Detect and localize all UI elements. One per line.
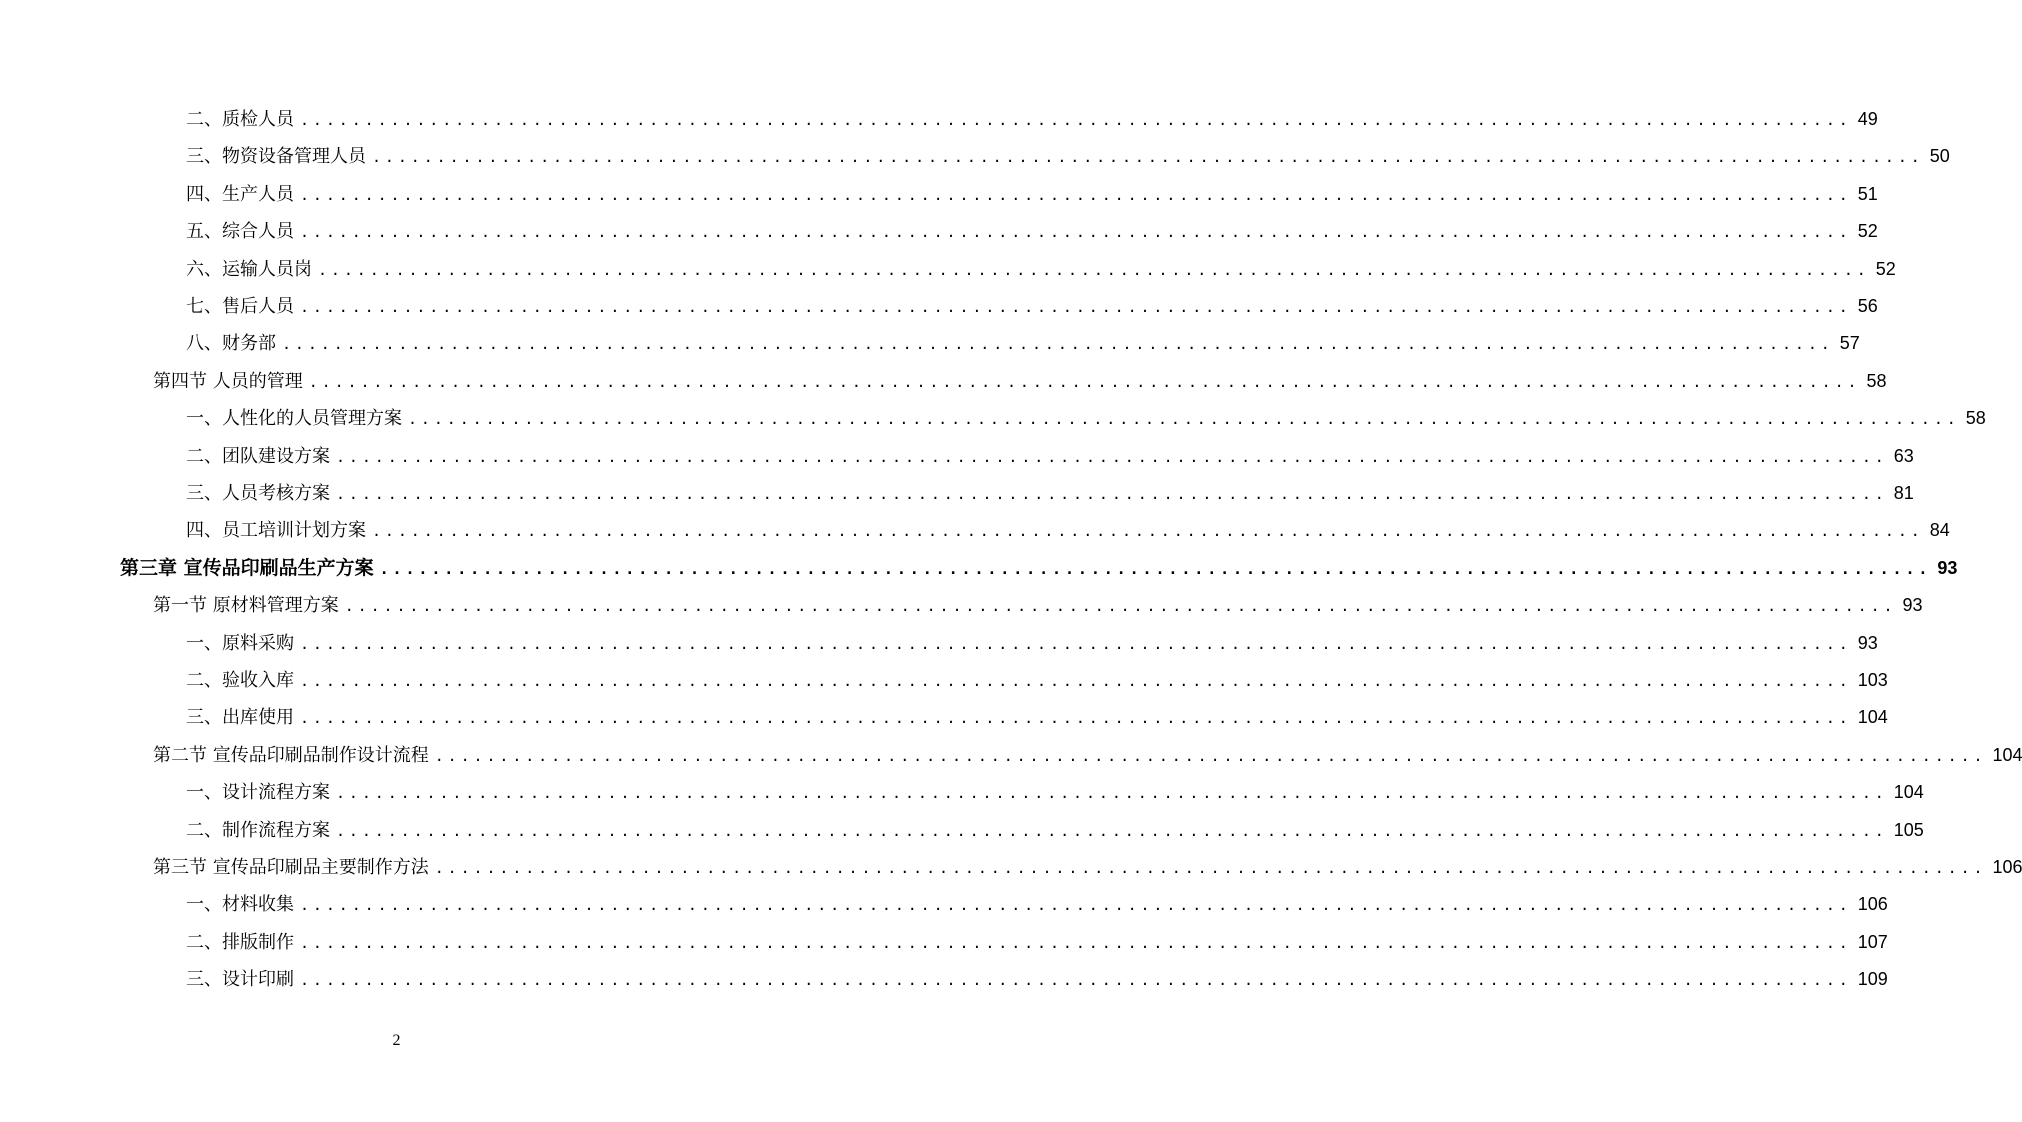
toc-entry-item[interactable]	[186, 961, 1888, 998]
toc-entry-item[interactable]	[186, 138, 1950, 175]
toc-dot-leader: ........................................................................................................................	[282, 335, 1834, 354]
toc-entry-title: 三、物资设备管理人员	[186, 146, 366, 168]
toc-dot-leader: ........................................................................................................................	[300, 672, 1852, 690]
toc-entry-item[interactable]	[186, 699, 1888, 736]
toc-entry-item[interactable]	[186, 812, 1924, 849]
toc-entry-page-number: 58	[1965, 408, 1986, 429]
toc-dot-leader: ........................................................................................................................	[300, 971, 1852, 990]
toc-entry-title: 三、设计印刷	[186, 969, 294, 991]
toc-entry-page-number: 104	[1893, 782, 1924, 803]
toc-entry-page-number: 106	[1992, 857, 2022, 877]
toc-dot-leader: ........................................................................................................................	[318, 260, 1870, 279]
toc-entry-title: 二、验收入库	[186, 670, 294, 691]
toc-entry-page-number: 103	[1857, 670, 1888, 690]
toc-entry-title: 二、排版制作	[186, 931, 294, 953]
toc-entry-item[interactable]	[186, 625, 1878, 662]
toc-entry-page-number: 106	[1857, 894, 1888, 915]
toc-entry-title: 一、原料采购	[186, 632, 294, 654]
toc-entry-page-number: 105	[1893, 819, 1924, 840]
toc-entry-item[interactable]	[186, 251, 1896, 288]
toc-entry-page-number: 84	[1929, 520, 1950, 541]
toc-entry-page-number: 58	[1866, 370, 1887, 391]
toc-entry-page-number: 52	[1857, 221, 1878, 242]
toc-entry-page-number: 81	[1893, 483, 1914, 503]
toc-entry-section[interactable]	[153, 587, 1923, 624]
toc-dot-leader: ........................................................................................................................	[300, 709, 1852, 728]
page-number: 2	[392, 1032, 401, 1049]
toc-entry-item[interactable]	[186, 512, 1950, 549]
toc-dot-leader: ........................................................................................................................	[379, 559, 1932, 578]
toc-entry-page-number: 56	[1857, 296, 1878, 316]
toc-dot-leader: ........................................................................................................................	[434, 746, 1987, 765]
toc-entry-title: 七、售后人员	[186, 296, 294, 317]
toc-entry-item[interactable]	[186, 213, 1878, 250]
toc-entry-item[interactable]	[186, 438, 1914, 475]
toc-entry-item[interactable]	[186, 325, 1860, 362]
toc-entry-title: 三、人员考核方案	[186, 483, 330, 504]
toc-dot-leader: ........................................................................................................................	[300, 896, 1852, 915]
toc-entry-title: 八、财务部	[186, 333, 276, 355]
toc-entry-title: 二、质检人员	[186, 109, 294, 130]
toc-entry-item[interactable]	[186, 176, 1878, 213]
toc-entry-section[interactable]	[153, 363, 1887, 400]
toc-entry-title: 第三章 宣传品印刷品生产方案	[120, 556, 374, 579]
toc-dot-leader: ........................................................................................................................	[336, 784, 1888, 803]
toc-entry-page-number: 93	[1902, 595, 1923, 616]
toc-entry-title: 第三节 宣传品印刷品主要制作方法	[153, 857, 429, 878]
toc-entry-title: 第二节 宣传品印刷品制作设计流程	[153, 744, 429, 766]
toc-dot-leader: ........................................................................................................................	[344, 597, 1897, 616]
toc-entry-title: 一、材料收集	[186, 894, 294, 916]
toc-dot-leader: ........................................................................................................................	[408, 410, 1960, 429]
toc-dot-leader: ........................................................................................................................	[336, 447, 1888, 466]
toc-dot-leader: ........................................................................................................................	[300, 111, 1852, 129]
toc-entry-page-number: 50	[1929, 146, 1950, 167]
toc-entry-item[interactable]	[186, 400, 1986, 437]
toc-dot-leader: ........................................................................................................................	[336, 821, 1888, 840]
toc-entry-title: 二、制作流程方案	[186, 819, 330, 841]
toc-entry-page-number: 52	[1875, 258, 1896, 279]
toc-entry-page-number: 104	[1857, 707, 1888, 728]
toc-entry-page-number: 49	[1857, 109, 1878, 129]
toc-entry-page-number: 93	[1857, 632, 1878, 653]
toc-entry-section[interactable]	[153, 737, 2022, 774]
toc-entry-item[interactable]	[186, 288, 1878, 325]
toc-dot-leader: ........................................................................................................................	[300, 185, 1852, 204]
toc-entry-page-number: 93	[1937, 557, 1958, 578]
toc-entry-title: 三、出库使用	[186, 707, 294, 729]
toc-entry-page-number: 107	[1857, 931, 1888, 952]
toc-entry-title: 第一节 原材料管理方案	[153, 595, 339, 617]
toc-dot-leader: ........................................................................................................................	[300, 634, 1852, 653]
toc-dot-leader: ........................................................................................................................	[372, 148, 1924, 167]
toc-entry-page-number: 57	[1839, 333, 1860, 354]
toc-entry-item[interactable]	[186, 886, 1888, 923]
toc-entry-title: 六、运输人员岗	[186, 258, 312, 280]
toc-dot-leader: ........................................................................................................................	[434, 859, 1987, 877]
toc-dot-leader: ........................................................................................................................	[300, 298, 1852, 316]
toc-entry-title: 第四节 人员的管理	[153, 370, 303, 392]
toc-dot-leader: ........................................................................................................................	[300, 223, 1852, 242]
toc-entry-page-number: 104	[1992, 744, 2022, 765]
toc-entry-page-number: 63	[1893, 445, 1914, 466]
toc-dot-leader: ........................................................................................................................	[300, 933, 1852, 952]
toc-entry-title: 五、综合人员	[186, 221, 294, 243]
toc-entry-title: 一、人性化的人员管理方案	[186, 408, 402, 430]
toc-entry-item[interactable]	[186, 924, 1888, 961]
toc-entry-page-number: 109	[1857, 969, 1888, 990]
toc-entry-title: 二、团队建设方案	[186, 445, 330, 467]
toc-entry-title: 一、设计流程方案	[186, 782, 330, 804]
toc-entry-item[interactable]	[186, 662, 1888, 699]
toc-entry-item[interactable]	[186, 475, 1914, 512]
toc-entry-title: 四、员工培训计划方案	[186, 520, 366, 542]
toc-entry-item[interactable]	[186, 101, 1878, 138]
toc-entry-page-number: 51	[1857, 183, 1878, 204]
toc-dot-leader: ........................................................................................................................	[372, 522, 1924, 541]
toc-entry-chapter[interactable]	[120, 550, 1958, 587]
toc-entry-title: 四、生产人员	[186, 183, 294, 205]
toc-entry-item[interactable]	[186, 774, 1924, 811]
toc-dot-leader: ........................................................................................................................	[336, 485, 1888, 503]
toc-entry-section[interactable]	[153, 849, 2022, 886]
toc-dot-leader: ........................................................................................................................	[308, 372, 1861, 391]
